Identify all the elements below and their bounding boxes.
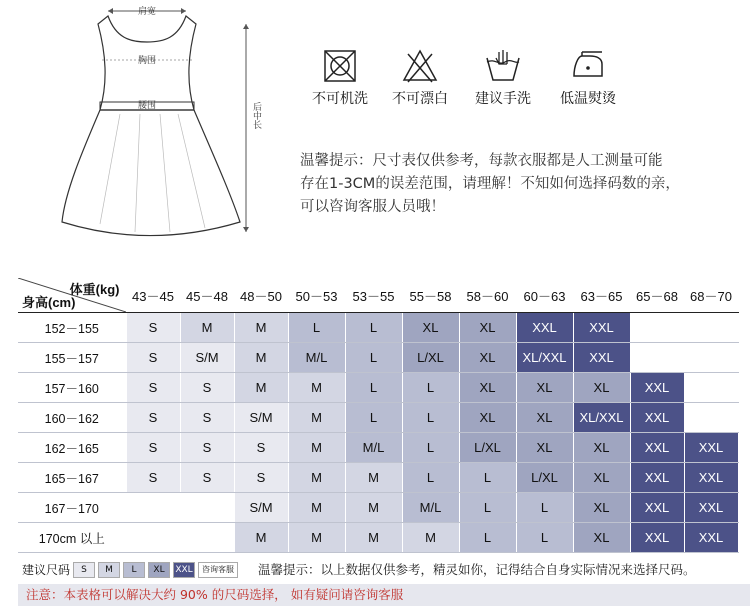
tip-line: 温馨提示：尺寸表仅供参考，每款衣服都是人工测量可能 [300,153,663,169]
size-cell: XXL [516,313,573,343]
size-cell: XXL [630,433,684,463]
weight-column-header: 60－63 [516,278,573,313]
size-cell: M [402,523,459,553]
care-low-iron [548,48,628,108]
size-cell: L [459,493,516,523]
size-cell [126,523,180,553]
size-cell: XXL [684,523,738,553]
size-cell: XL [459,373,516,403]
size-cell: XL [516,373,573,403]
shoulder-label: 肩宽 [137,7,157,17]
no-machine-wash-icon [322,48,358,84]
size-cell: XL [459,313,516,343]
care-label: 不可漂白 [392,91,448,107]
size-cell: XL/XXL [516,343,573,373]
tip-line: 存在1-3CM的误差范围，请理解！不知如何选择码数的亲， [300,176,680,192]
size-cell: XL [459,343,516,373]
size-cell: XXL [630,523,684,553]
height-cell: 160－162 [18,403,126,433]
size-cell: S [126,313,180,343]
size-cell: S [126,403,180,433]
legend-tip: 温馨提示：以上数据仅供参考，精灵如你，记得结合自身实际情况来选择尺码。 [258,562,696,577]
legend-swatch: XXL [173,562,195,578]
size-cell [684,373,738,403]
weight-column-header: 58－60 [459,278,516,313]
weight-column-header: 68－70 [684,278,738,313]
size-cell: L [516,493,573,523]
size-cell: M [288,433,345,463]
size-cell: L [345,343,402,373]
legend-swatch: 咨询客服 [198,562,238,578]
size-cell: M/L [402,493,459,523]
size-cell: S/M [234,493,288,523]
size-cell: L/XL [459,433,516,463]
table-row [18,463,738,493]
size-cell: XXL [684,463,738,493]
table-row [18,313,738,343]
size-cell: M [288,403,345,433]
size-cell: M [234,313,288,343]
size-cell: L [345,403,402,433]
table-row [18,433,738,463]
legend-swatch: S [73,562,95,578]
size-cell: M [234,523,288,553]
no-bleach-icon [402,48,438,84]
note-bar: 注意：本表格可以解决大约 90% 的尺码选择， 如有疑问请咨询客服 [18,584,750,606]
size-legend [22,560,696,578]
size-cell: L/XL [516,463,573,493]
size-cell [684,403,738,433]
weight-column-header: 50－53 [288,278,345,313]
size-cell: XL [573,373,630,403]
size-cell: XXL [684,493,738,523]
size-cell: L [345,373,402,403]
weight-column-header: 43－45 [126,278,180,313]
size-cell: M [345,493,402,523]
size-cell: M [234,373,288,403]
dress-measurement-diagram [60,2,270,242]
bust-label: 胸围 [137,56,157,66]
height-cell: 170cm 以上 [18,523,126,553]
weight-header-row [18,278,738,313]
care-hand-wash [463,48,543,108]
table-row [18,523,738,553]
height-cell: 155－157 [18,343,126,373]
height-cell: 162－165 [18,433,126,463]
weight-column-header: 45－48 [180,278,234,313]
size-chart-table [18,278,739,553]
size-cell: S [126,433,180,463]
size-cell [630,313,684,343]
size-cell: XXL [573,313,630,343]
size-cell: M/L [345,433,402,463]
size-cell: XXL [630,463,684,493]
tip-line: 可以咨询客服人员哦！ [300,199,445,215]
size-cell: XXL [630,403,684,433]
size-cell: XXL [573,343,630,373]
size-cell: XL [573,463,630,493]
size-cell: S [126,373,180,403]
height-header: 身高(cm) [22,295,76,310]
size-cell: M/L [288,343,345,373]
size-cell: M [234,343,288,373]
size-cell: S [126,343,180,373]
size-cell: XXL [684,433,738,463]
size-cell: S/M [234,403,288,433]
size-cell: L [402,403,459,433]
height-cell: 152－155 [18,313,126,343]
height-cell: 157－160 [18,373,126,403]
size-cell [684,343,738,373]
weight-column-header: 65－68 [630,278,684,313]
weight-column-header: 48－50 [234,278,288,313]
care-no-bleach [380,48,460,108]
size-cell [180,523,234,553]
waist-label: 腰围 [137,101,157,111]
size-cell: L [288,313,345,343]
size-cell: S [180,463,234,493]
size-cell: M [288,373,345,403]
table-row [18,493,738,523]
care-label: 建议手洗 [475,91,531,107]
size-cell: L [516,523,573,553]
size-cell: XL [516,433,573,463]
legend-swatch: M [98,562,120,578]
size-cell: XL [459,403,516,433]
size-cell: L/XL [402,343,459,373]
size-cell [126,493,180,523]
size-cell [630,343,684,373]
size-cell: S [180,373,234,403]
size-cell: M [180,313,234,343]
weight-header: 体重(kg) [69,282,120,297]
table-corner-header [18,278,126,313]
size-tip [300,150,730,219]
size-cell: XL [402,313,459,343]
legend-label: 建议尺码 [22,562,71,577]
size-cell: S [180,403,234,433]
legend-swatches [70,561,238,578]
weight-column-header: 63－65 [573,278,630,313]
size-cell: S [126,463,180,493]
length-label: 后中长 [251,102,261,129]
low-iron-icon [568,48,608,84]
size-cell: XL/XXL [573,403,630,433]
size-cell: S [234,433,288,463]
size-cell: XXL [630,493,684,523]
size-cell: M [345,523,402,553]
legend-swatch: L [123,562,145,578]
size-cell: XL [573,433,630,463]
care-label: 不可机洗 [312,91,368,107]
size-cell: L [402,463,459,493]
size-cell: L [459,463,516,493]
size-cell: S [234,463,288,493]
size-cell: XL [573,493,630,523]
size-cell: XL [573,523,630,553]
size-cell: L [402,373,459,403]
size-cell: XXL [630,373,684,403]
size-cell: M [288,523,345,553]
weight-column-header: 55－58 [402,278,459,313]
size-cell: M [288,493,345,523]
table-row [18,403,738,433]
size-cell: S/M [180,343,234,373]
size-cell: S [180,433,234,463]
hand-wash-icon [483,48,523,84]
size-cell [180,493,234,523]
legend-swatch: XL [148,562,170,578]
table-row [18,373,738,403]
care-label: 低温熨烫 [560,91,616,107]
size-cell: L [402,433,459,463]
size-cell: L [345,313,402,343]
height-cell: 167－170 [18,493,126,523]
size-cell [684,313,738,343]
weight-column-header: 53－55 [345,278,402,313]
size-cell: L [459,523,516,553]
care-no-machine-wash [300,48,380,108]
table-row [18,343,738,373]
height-cell: 165－167 [18,463,126,493]
size-cell: M [288,463,345,493]
size-cell: XL [516,403,573,433]
size-cell: M [345,463,402,493]
